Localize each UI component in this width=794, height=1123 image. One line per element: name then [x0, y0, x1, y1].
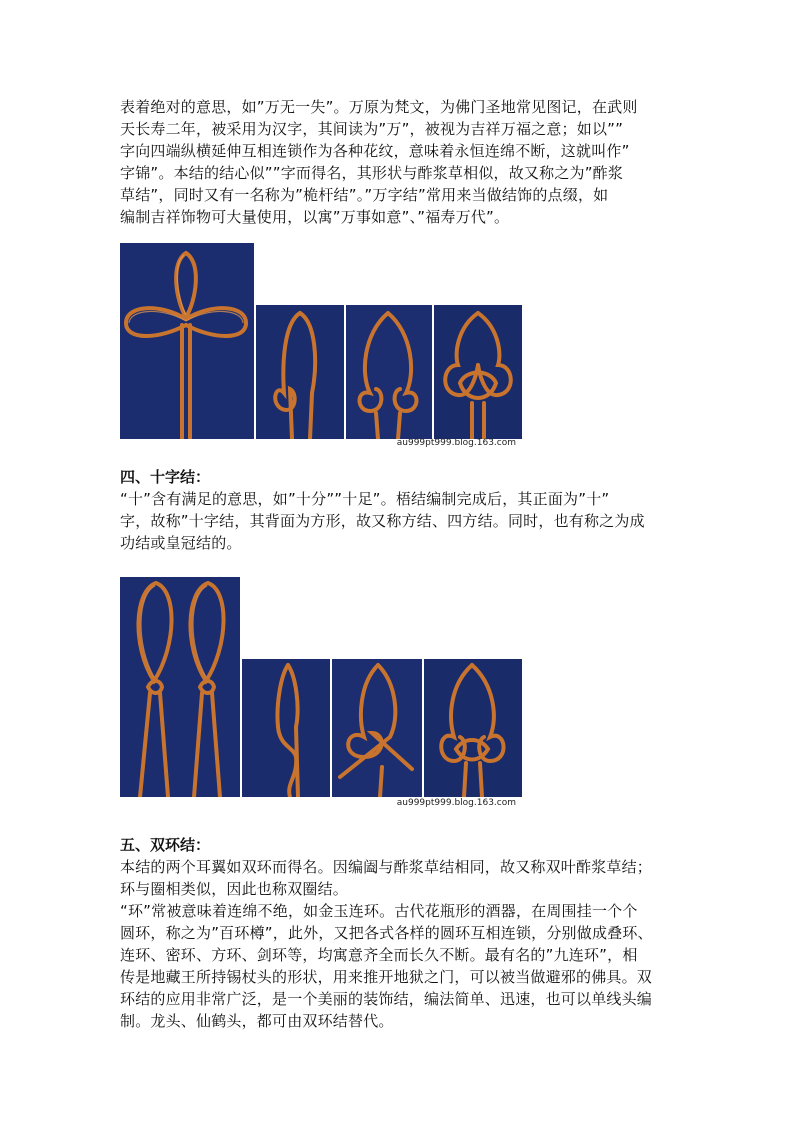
text-line: 草结”，同时又有一名称为”桅杆结”。”万字结”常用来当做结饰的点缀，如 [120, 186, 609, 204]
image-watermark-caption: au999pt999.blog.163.com [396, 438, 516, 448]
text-line: 编制吉祥饰物可大量使用，以寓”万事如意”、”福寿万代”。 [120, 208, 510, 226]
shuanghuan-heading: 五、双环结： [120, 836, 211, 854]
text-line: 环结的应用非常广泛，是一个美丽的装饰结，编法简单、迅速，也可以单线头编 [120, 990, 653, 1008]
wanzi-figure [120, 243, 522, 449]
text-line: 功结或皇冠结的。 [120, 534, 242, 552]
shizi-figure [120, 577, 522, 809]
text-line: 制。龙头、仙鹤头，都可由双环结替代。 [120, 1012, 394, 1030]
shuanghuan-paragraph [120, 856, 680, 1032]
text-line: 连环、密环、方环、剑环等，均寓意齐全而长久不断。最有名的”九连环”，相 [120, 946, 638, 964]
text-line: 本结的两个耳翼如双环而得名。因编阖与酢浆草结相同，故又称双叶酢浆草结； [120, 858, 653, 876]
text-line: 表着绝对的意思，如”万无一失”。万原为梵文，为佛门圣地常见图记，在武则 [120, 98, 638, 116]
text-line: 字锦”。本结的结心似””字而得名，其形状与酢浆草相似，故又称之为”酢浆 [120, 164, 624, 182]
shizi-paragraph [120, 488, 680, 554]
wanzi-paragraph [120, 96, 680, 228]
text-line: 传是地藏王所持锡杖头的形状，用来推开地狱之门，可以被当做避邪的佛具。双 [120, 968, 653, 986]
image-watermark-caption: au999pt999.blog.163.com [396, 798, 516, 808]
text-line: 字向四端纵横延伸互相连锁作为各种花纹，意味着永恒连绵不断，这就叫作” [120, 142, 630, 160]
wanzi-steps-image [120, 243, 522, 449]
text-line: 字，故称”十字结，其背面为方形，故又称方结、四方结。同时，也有称之为成 [120, 512, 645, 530]
shizi-steps-image [120, 577, 522, 809]
text-line: “十”含有满足的意思，如”十分””十足”。梧结编制完成后，其正面为”十” [120, 490, 610, 508]
text-line: 圆环，称之为”百环樽”，此外，又把各式各样的圆环互相连锁，分别做成叠环、 [120, 924, 653, 942]
text-line: 环与圈相类似，因此也称双圈结。 [120, 880, 349, 898]
shizi-heading: 四、十字结： [120, 468, 211, 486]
text-line: 天长寿二年，被采用为汉字，其间读为”万”，被视为吉祥万福之意；如以”” [120, 120, 624, 138]
text-line: “环”常被意味着连绵不绝，如金玉连环。古代花瓶形的酒器，在周围挂一个个 [120, 902, 638, 920]
